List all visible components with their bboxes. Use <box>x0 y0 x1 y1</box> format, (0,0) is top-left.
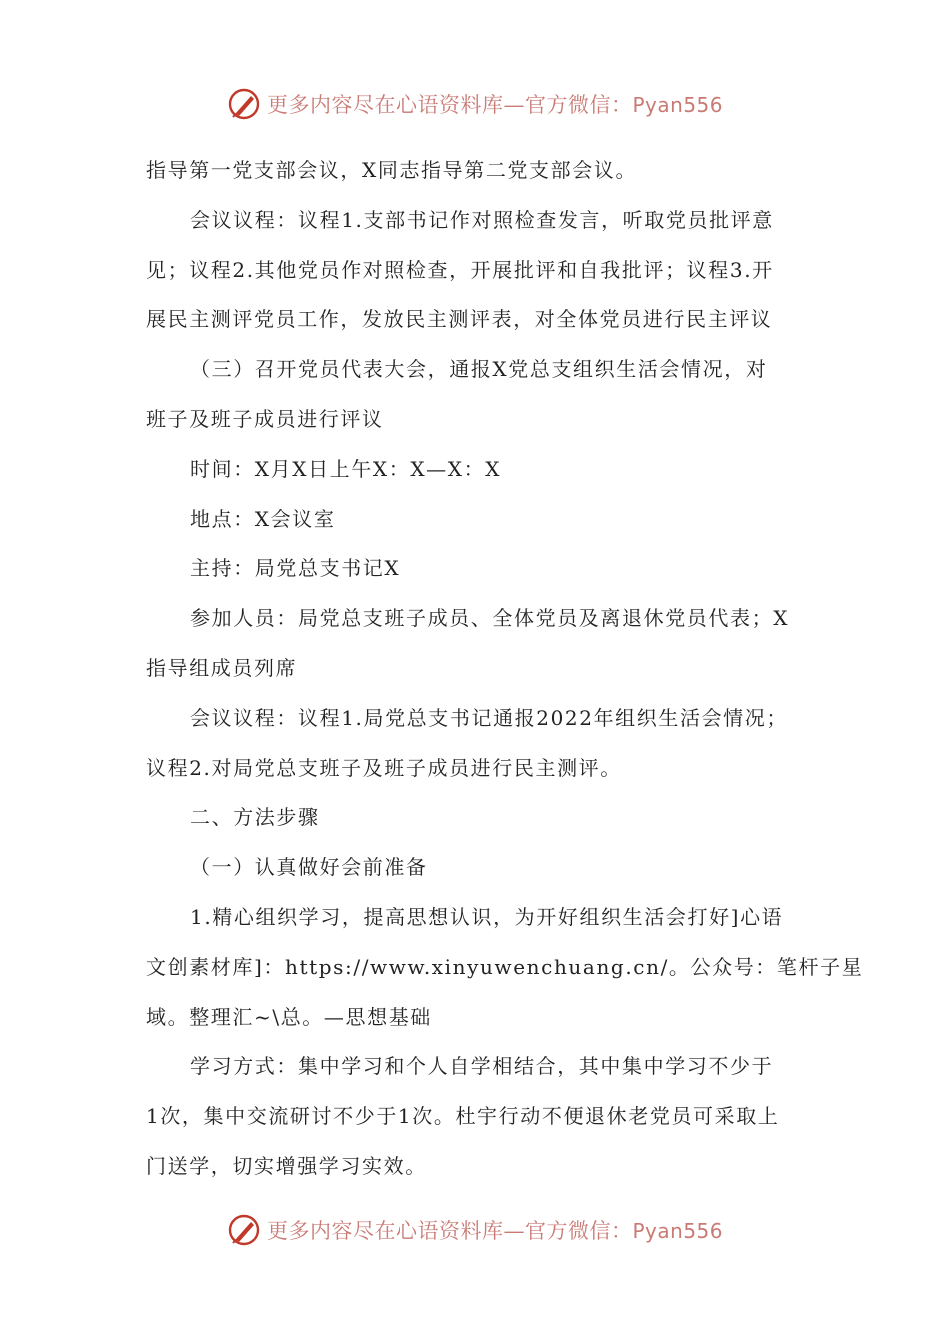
text-line: 文创素材库]：https://www.xinyuwenchuang.cn/。公众号：笔杆子星 <box>146 954 864 979</box>
text-line: （三）召开党员代表大会，通报X党总支组织生活会情况，对 <box>190 357 768 382</box>
paragraph <box>146 793 810 843</box>
text-line: 地点：X会议室 <box>190 506 336 531</box>
paragraph <box>146 146 810 196</box>
header-watermark-banner <box>0 84 950 124</box>
text-line: 见；议程2.其他党员作对照检查，开展批评和自我批评；议程3.开 <box>146 257 774 282</box>
text-line: 1次，集中交流研讨不少于1次。杜宇行动不便退休老党员可采取上 <box>146 1104 780 1129</box>
watermark-text: 更多内容尽在心语资料库—官方微信：Pyan556 <box>266 1219 723 1243</box>
footer-watermark-banner <box>0 1210 950 1250</box>
paragraph <box>146 495 810 545</box>
pen-nib-logo-icon <box>227 87 261 121</box>
text-line: （一）认真做好会前准备 <box>190 855 428 880</box>
text-line: 参加人员：局党总支班子成员、全体党员及离退休党员代表；X <box>190 606 790 631</box>
paragraph <box>146 893 864 1042</box>
text-line: 会议议程：议程1.支部书记作对照检查发言，听取党员批评意 <box>190 207 774 232</box>
text-line: 学习方式：集中学习和个人自学相结合，其中集中学习不少于 <box>190 1054 774 1079</box>
paragraph <box>146 594 810 694</box>
text-line: 会议议程：议程1.局党总支书记通报2022年组织生活会情况； <box>190 705 788 730</box>
paragraph <box>146 445 810 495</box>
text-line: 展民主测评党员工作，发放民主测评表，对全体党员进行民主评议 <box>146 307 773 332</box>
document-body <box>146 146 864 1192</box>
text-line: 门送学，切实增强学习实效。 <box>146 1153 427 1178</box>
paragraph <box>146 345 810 445</box>
pen-nib-logo-icon <box>227 1213 261 1247</box>
text-line: 指导第一党支部会议，X同志指导第二党支部会议。 <box>146 158 638 182</box>
paragraph <box>146 694 810 794</box>
paragraph <box>146 196 810 345</box>
text-line: 指导组成员列席 <box>146 655 298 680</box>
paragraph <box>146 1042 810 1191</box>
watermark-text: 更多内容尽在心语资料库—官方微信：Pyan556 <box>266 93 723 117</box>
text-line: 班子及班子成员进行评议 <box>146 406 384 431</box>
text-line: 域。整理汇~\总。—思想基础 <box>146 1004 432 1029</box>
paragraph <box>146 544 810 594</box>
text-line: 1.精心组织学习，提高思想认识，为开好组织生活会打好]心语 <box>190 904 784 929</box>
text-line: 议程2.对局党总支班子及班子成员进行民主测评。 <box>146 755 622 780</box>
text-line: 二、方法步骤 <box>190 805 320 830</box>
text-line: 时间：X月X日上午X：X—X：X <box>190 456 502 481</box>
paragraph <box>146 843 810 893</box>
text-line: 主持：局党总支书记X <box>190 556 401 581</box>
